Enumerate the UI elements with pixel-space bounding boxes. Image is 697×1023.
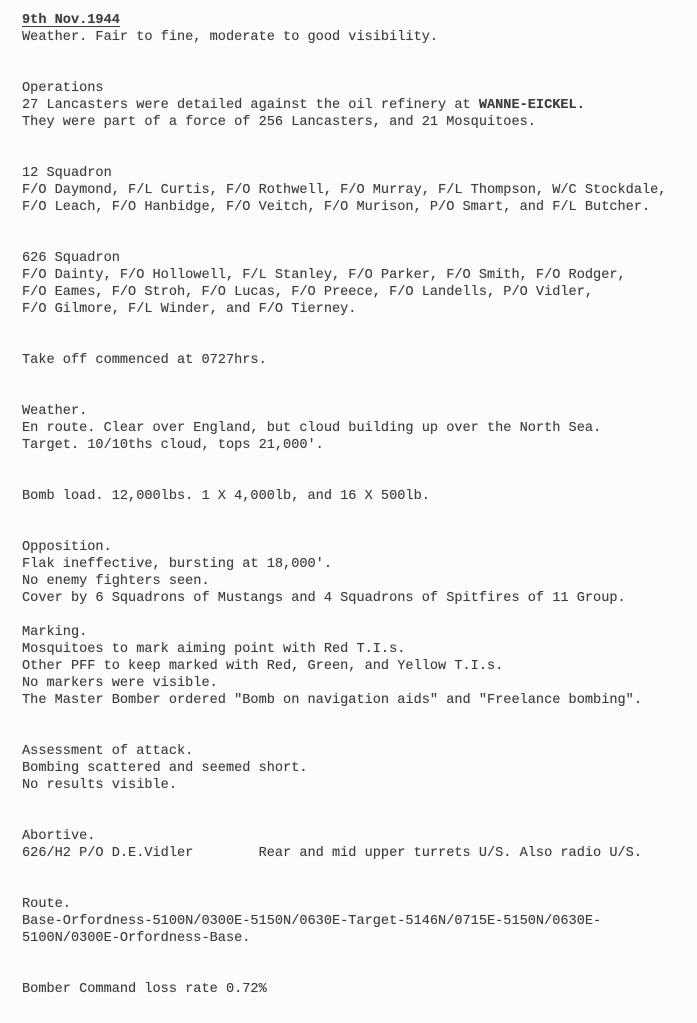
text-run: WANNE-EICKEL. <box>478 98 585 113</box>
paragraph <box>22 828 689 862</box>
section-heading: Weather. <box>22 404 88 419</box>
text-run: Base-Orfordness-5100N/0300E-5150N/0630E-Target-5146N/0715E-5150N/0630E- <box>22 914 602 929</box>
section-heading: Abortive. <box>22 829 96 844</box>
paragraph <box>22 624 689 709</box>
section-heading: Marking. <box>22 625 88 640</box>
section-heading: 626 Squadron <box>22 251 120 266</box>
paragraph <box>22 352 689 369</box>
text-line <box>22 743 689 760</box>
text-run: Weather. Fair to fine, moderate to good visibility. <box>22 30 439 45</box>
text-line <box>22 760 689 777</box>
text-line <box>22 641 689 658</box>
text-run: They were part of a force of 256 Lancasters, and 21 Mosquitoes. <box>22 115 536 130</box>
text-line <box>22 913 689 930</box>
text-run: Bomber Command loss rate 0.72% <box>22 982 267 997</box>
text-run: No markers were visible. <box>22 676 218 691</box>
text-line <box>22 539 689 556</box>
paragraph <box>22 981 689 998</box>
section-heading: Operations <box>22 81 104 96</box>
section-heading: Assessment of attack. <box>22 744 194 759</box>
text-line <box>22 12 689 29</box>
text-run: F/O Gilmore, F/L Winder, and F/O Tierney. <box>22 302 357 317</box>
paragraph <box>22 743 689 794</box>
text-line <box>22 845 689 862</box>
text-run: No results visible. <box>22 778 177 793</box>
text-line <box>22 29 689 46</box>
paragraph <box>22 488 689 505</box>
text-line <box>22 777 689 794</box>
text-line <box>22 250 689 267</box>
text-line <box>22 828 689 845</box>
text-line <box>22 352 689 369</box>
section-heading: Opposition. <box>22 540 112 555</box>
text-run: Cover by 6 Squadrons of Mustangs and 4 Squadrons of Spitfires of 11 Group. <box>22 591 626 606</box>
text-line <box>22 284 689 301</box>
text-line <box>22 114 689 131</box>
text-run: Bomb load. 12,000lbs. 1 X 4,000lb, and 16 X 500lb. <box>22 489 430 504</box>
text-line <box>22 80 689 97</box>
text-line <box>22 403 689 420</box>
text-run: F/O Eames, F/O Stroh, F/O Lucas, F/O Preece, F/O Landells, P/O Vidler, <box>22 285 594 300</box>
text-line <box>22 692 689 709</box>
paragraph <box>22 12 689 46</box>
text-run: 626/H2 P/O D.E.Vidler Rear and mid upper turrets U/S. Also radio U/S. <box>22 846 642 861</box>
text-run: 5100N/0300E-Orfordness-Base. <box>22 931 251 946</box>
paragraph <box>22 896 689 947</box>
paragraph <box>22 403 689 454</box>
text-line <box>22 488 689 505</box>
text-line <box>22 624 689 641</box>
text-run: The Master Bomber ordered "Bomb on navigation aids" and "Freelance bombing". <box>22 693 642 708</box>
text-run: No enemy fighters seen. <box>22 574 210 589</box>
text-line <box>22 165 689 182</box>
document-body <box>22 12 689 998</box>
text-line <box>22 199 689 216</box>
text-run: En route. Clear over England, but cloud building up over the North Sea. <box>22 421 602 436</box>
text-line <box>22 97 689 114</box>
paragraph <box>22 539 689 607</box>
text-line <box>22 420 689 437</box>
text-run: Other PFF to keep marked with Red, Green, and Yellow T.I.s. <box>22 659 504 674</box>
paragraph <box>22 250 689 318</box>
paragraph <box>22 165 689 216</box>
text-run: Take off commenced at 0727hrs. <box>22 353 267 368</box>
text-line <box>22 301 689 318</box>
text-run: F/O Leach, F/O Hanbidge, F/O Veitch, F/O Murison, P/O Smart, and F/L Butcher. <box>22 200 651 215</box>
text-line <box>22 590 689 607</box>
text-line <box>22 556 689 573</box>
text-run: F/O Dainty, F/O Hollowell, F/L Stanley, F/O Parker, F/O Smith, F/O Rodger, <box>22 268 626 283</box>
paragraph <box>22 80 689 131</box>
text-run: F/O Daymond, F/L Curtis, F/O Rothwell, F/O Murray, F/L Thompson, W/C Stockdale, <box>22 183 667 198</box>
text-line <box>22 675 689 692</box>
text-run: 27 Lancasters were detailed against the oil refinery at <box>22 98 479 113</box>
text-run: Bombing scattered and seemed short. <box>22 761 308 776</box>
text-line <box>22 896 689 913</box>
section-heading: 12 Squadron <box>22 166 112 181</box>
text-line <box>22 182 689 199</box>
text-line <box>22 930 689 947</box>
text-run: Flak ineffective, bursting at 18,000'. <box>22 557 332 572</box>
text-line <box>22 573 689 590</box>
section-heading: Route. <box>22 897 71 912</box>
date-heading: 9th Nov.1944 <box>22 13 120 28</box>
text-line <box>22 981 689 998</box>
text-run: Target. 10/10ths cloud, tops 21,000'. <box>22 438 324 453</box>
text-line <box>22 437 689 454</box>
text-run: Mosquitoes to mark aiming point with Red T.I.s. <box>22 642 406 657</box>
text-line <box>22 658 689 675</box>
text-line <box>22 267 689 284</box>
